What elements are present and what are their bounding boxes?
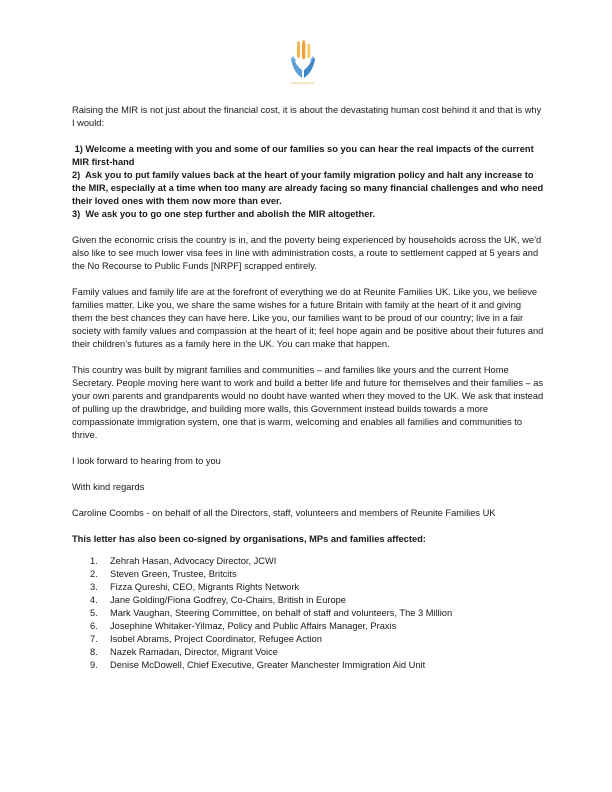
intro-paragraph: Raising the MIR is not just about the financial cost, it is about the devastating human cost behind it and that is why I would: bbox=[72, 105, 542, 128]
list-number: 2. bbox=[90, 569, 98, 579]
signatory-name: Mark Vaughan, Steering Committee, on behalf of staff and volunteers, The 3 Million bbox=[110, 608, 453, 618]
cosign-heading: This letter has also been co-signed by organisations, MPs and families affected: bbox=[72, 534, 426, 544]
closing-line: I look forward to hearing from to you bbox=[72, 456, 221, 466]
signatory-name: Josephine Whitaker-Yilmaz, Policy and Public Affairs Manager, Praxis bbox=[110, 621, 397, 631]
list-number: 1. bbox=[90, 556, 98, 566]
list-item bbox=[72, 581, 544, 594]
list-number: 5. bbox=[90, 608, 98, 618]
list-item bbox=[72, 555, 544, 568]
signatory-name: Jane Golding/Fiona Godfrey, Co-Chairs, British in Europe bbox=[110, 595, 346, 605]
signatories-list bbox=[72, 555, 544, 672]
list-number: 9. bbox=[90, 660, 98, 670]
list-number: 6. bbox=[90, 621, 98, 631]
signatory-name: Nazek Ramadan, Director, Migrant Voice bbox=[110, 647, 278, 657]
list-item bbox=[72, 607, 544, 620]
migrant-families-paragraph: This country was built by migrant families and communities – and families like yours and the current Home Secretary. People moving here want to work and build a better life and future for themselves and their families – as your own parents and grandparents would no doubt have wanted when they moved to the UK. We ask that instead of pulling up the drawbridge, and building more walls, this Government instead builds towards a more compassionate immigration system, one that is warm, welcoming and enables all families and communities to thrive. bbox=[72, 365, 544, 440]
list-item bbox=[72, 620, 544, 633]
signature-line: Caroline Coombs - on behalf of all the Directors, staff, volunteers and members of Reunite Families UK bbox=[72, 508, 496, 518]
reunite-families-logo bbox=[288, 40, 318, 88]
list-number: 4. bbox=[90, 595, 98, 605]
list-item bbox=[72, 568, 544, 581]
signatory-name: Steven Green, Trustee, Britcits bbox=[110, 569, 237, 579]
demands-list bbox=[72, 143, 544, 221]
economic-crisis-paragraph: Given the economic crisis the country is in, and the poverty being experienced by households across the UK, we’d also like to see much lower visa fees in line with administration costs, a route to settlement capped at 5 years and the No Recourse to Public Funds [NRPF] scrapped entirely. bbox=[72, 235, 542, 271]
sign-off: With kind regards bbox=[72, 482, 145, 492]
signatory-name: Fizza Qureshi, CEO, Migrants Rights Network bbox=[110, 582, 300, 592]
list-item bbox=[72, 646, 544, 659]
demand-item: 1) Welcome a meeting with you and some of our families so you can hear the real impacts of the current MIR first-hand bbox=[72, 144, 537, 167]
hands-icon bbox=[291, 56, 315, 78]
list-number: 8. bbox=[90, 647, 98, 657]
demand-item: 2) Ask you to put family values back at the heart of your family migration policy and halt any increase to the MIR, especially at a time when too many are already facing so many financial challenges and who need their loved ones with them now more than ever. bbox=[72, 170, 546, 206]
demand-item: 3) We ask you to go one step further and abolish the MIR altogether. bbox=[72, 209, 376, 219]
logo-caption: Reunite Families UK bbox=[291, 82, 315, 85]
family-values-paragraph: Family values and family life are at the forefront of everything we do at Reunite Families UK. Like you, we believe families matter. Like you, we share the same wishes for a future Britain with family at the heart of it and giving them the best chances they can have here. Like you, our families want to be proud of our country; live in a fair society with family values and compassion at the heart of it; feel hope again and be positive about their futures and their children’s futures as a family here in the UK. You can make that happen. bbox=[72, 287, 544, 349]
list-item bbox=[72, 633, 544, 646]
signatory-name: Zehrah Hasan, Advocacy Director, JCWI bbox=[110, 556, 277, 566]
list-item bbox=[72, 594, 544, 607]
list-number: 7. bbox=[90, 634, 98, 644]
family-figures-icon bbox=[297, 40, 310, 59]
signatory-name: Isobel Abrams, Project Coordinator, Refugee Action bbox=[110, 634, 322, 644]
list-item bbox=[72, 659, 544, 672]
signatory-name: Denise McDowell, Chief Executive, Greater Manchester Immigration Aid Unit bbox=[110, 660, 426, 670]
letter-body bbox=[72, 104, 544, 672]
list-number: 3. bbox=[90, 582, 98, 592]
